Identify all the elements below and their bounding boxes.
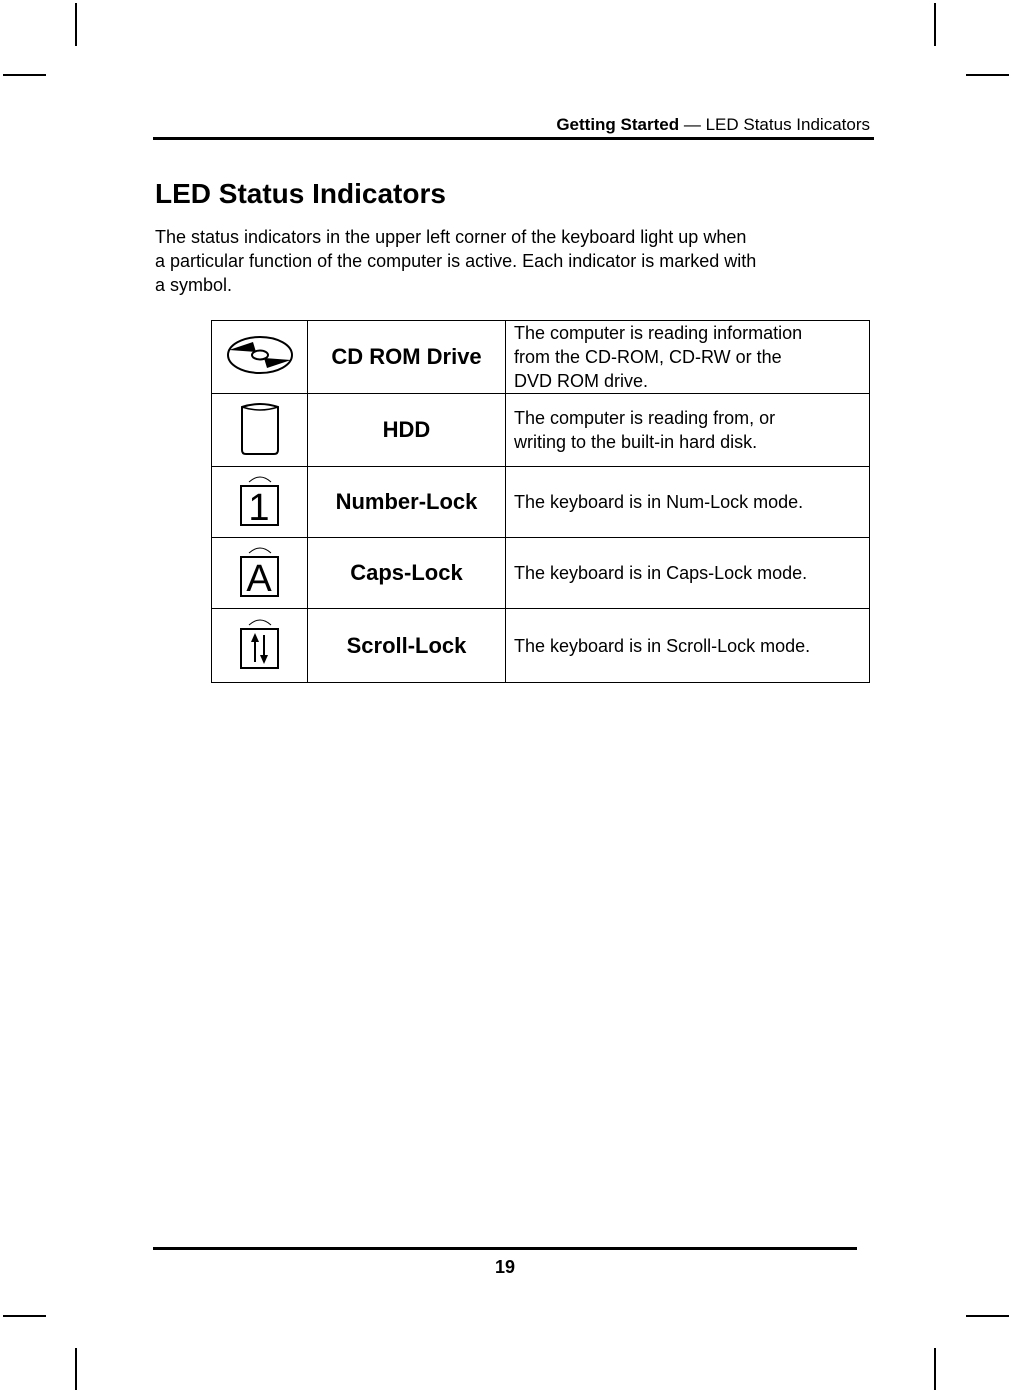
crop-mark <box>934 1348 936 1390</box>
crop-mark <box>966 74 1009 76</box>
indicator-description <box>506 467 870 538</box>
indicator-description <box>506 609 870 683</box>
running-header <box>153 114 870 136</box>
hdd-icon <box>238 399 282 462</box>
caps-lock-icon <box>239 543 281 604</box>
scroll-lock-icon <box>239 615 281 676</box>
indicator-description <box>506 321 870 394</box>
number-lock-glyph: 1 <box>247 486 270 528</box>
indicator-name: Scroll-Lock <box>308 609 506 683</box>
caps-lock-glyph: A <box>245 557 272 599</box>
indicator-description <box>506 538 870 609</box>
description-line: The keyboard is in Caps-Lock mode. <box>514 563 808 583</box>
table-row <box>212 321 870 394</box>
table-row <box>212 467 870 538</box>
indicator-name: Number-Lock <box>308 467 506 538</box>
table-row <box>212 609 870 683</box>
footer-rule <box>153 1247 857 1250</box>
description-line: The computer is reading from, or <box>514 408 776 428</box>
description-line: writing to the built-in hard disk. <box>514 432 758 452</box>
led-indicator-table <box>211 320 870 683</box>
indicator-name: HDD <box>308 394 506 467</box>
icon-cell <box>212 609 308 683</box>
crop-mark <box>934 3 936 46</box>
table-row <box>212 538 870 609</box>
indicator-name: Caps-Lock <box>308 538 506 609</box>
description-line: The keyboard is in Num-Lock mode. <box>514 492 804 512</box>
crop-mark <box>3 1315 46 1317</box>
intro-line: The status indicators in the upper left corner of the keyboard light up when <box>155 227 747 247</box>
header-separator: — <box>679 115 706 134</box>
crop-mark <box>75 3 77 46</box>
icon-cell <box>212 321 308 394</box>
icon-cell <box>212 467 308 538</box>
table-row <box>212 394 870 467</box>
header-section: Getting Started <box>556 115 680 134</box>
crop-mark <box>3 74 46 76</box>
intro-paragraph <box>155 225 855 297</box>
number-lock-icon <box>239 472 281 533</box>
intro-line: a symbol. <box>155 275 233 295</box>
crop-mark <box>966 1315 1009 1317</box>
indicator-name: CD ROM Drive <box>308 321 506 394</box>
crop-mark <box>75 1348 77 1390</box>
description-line: The computer is reading information <box>514 323 803 343</box>
description-line: The keyboard is in Scroll-Lock mode. <box>514 635 811 656</box>
page-number: 19 <box>494 1257 516 1277</box>
icon-cell <box>212 538 308 609</box>
header-topic: LED Status Indicators <box>705 115 870 134</box>
intro-line: a particular function of the computer is active. Each indicator is marked with <box>155 251 757 271</box>
description-line: DVD ROM drive. <box>514 371 649 391</box>
indicator-description <box>506 394 870 467</box>
icon-cell <box>212 394 308 467</box>
page-title: LED Status Indicators <box>155 178 446 209</box>
header-rule <box>153 137 874 140</box>
description-line: from the CD-ROM, CD-RW or the <box>514 347 782 367</box>
cd-rom-icon <box>226 334 294 381</box>
